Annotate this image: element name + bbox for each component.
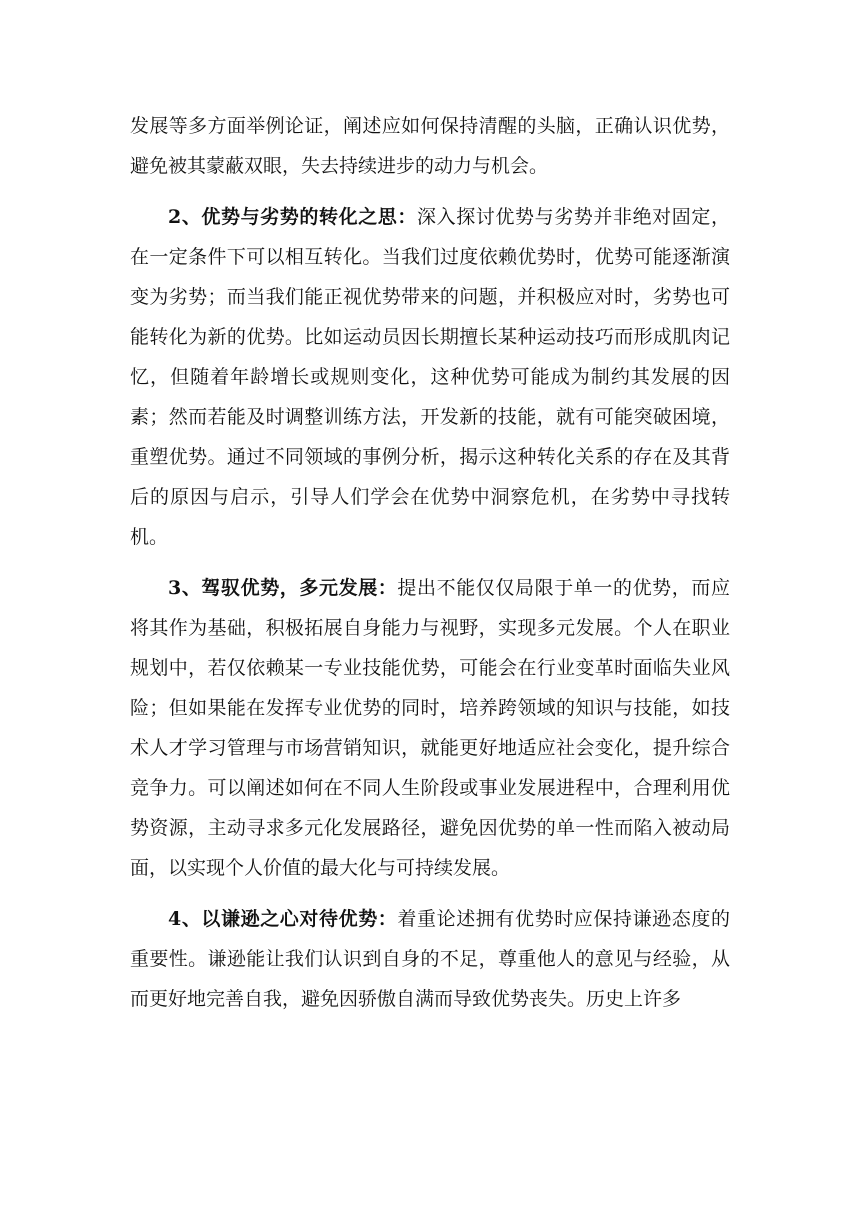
paragraph-1-body: 发展等多方面举例论证，阐述应如何保持清醒的头脑，正确认识优势，避免被其蒙蔽双眼，失去持续进步的动力与机会。	[130, 115, 730, 177]
paragraph-2-body: 深入探讨优势与劣势并非绝对固定，在一定条件下可以相互转化。当我们过度依赖优势时，优势可能逐渐演变为劣势；而当我们能正视优势带来的问题，并积极应对时，劣势也可能转化为新的优势。比如运动员因长期擅长某种运动技巧而形成肌肉记忆，但随着年龄增长或规则变化，这种优势可能成为制约其发展的因素；然而若能及时调整训练方法，开发新的技能，就有可能突破困境，重塑优势。通过不同领域的事例分析，揭示这种转化关系的存在及其背后的原因与启示，引导人们学会在优势中洞察危机，在劣势中寻找转机。	[130, 206, 730, 548]
paragraph-3	[130, 568, 730, 888]
paragraph-2	[130, 197, 730, 557]
paragraph-1	[130, 106, 730, 186]
paragraph-4-heading: 4、以谦逊之心对待优势：	[168, 908, 398, 930]
paragraph-4	[130, 899, 730, 1019]
paragraph-2-heading: 2、优势与劣势的转化之思：	[168, 206, 417, 228]
paragraph-3-heading: 3、驾驭优势，多元发展：	[168, 577, 398, 599]
paragraph-3-body: 提出不能仅仅局限于单一的优势，而应将其作为基础，积极拓展自身能力与视野，实现多元发展。个人在职业规划中，若仅依赖某一专业技能优势，可能会在行业变革时面临失业风险；但如果能在发挥专业优势的同时，培养跨领域的知识与技能，如技术人才学习管理与市场营销知识，就能更好地适应社会变化，提升综合竞争力。可以阐述如何在不同人生阶段或事业发展进程中，合理利用优势资源，主动寻求多元化发展路径，避免因优势的单一性而陷入被动局面，以实现个人价值的最大化与可持续发展。	[130, 577, 730, 879]
document-body	[130, 106, 730, 1030]
paragraph-4-body: 着重论述拥有优势时应保持谦逊态度的重要性。谦逊能让我们认识到自身的不足，尊重他人的意见与经验，从而更好地完善自我，避免因骄傲自满而导致优势丧失。历史上许多	[130, 908, 730, 1010]
